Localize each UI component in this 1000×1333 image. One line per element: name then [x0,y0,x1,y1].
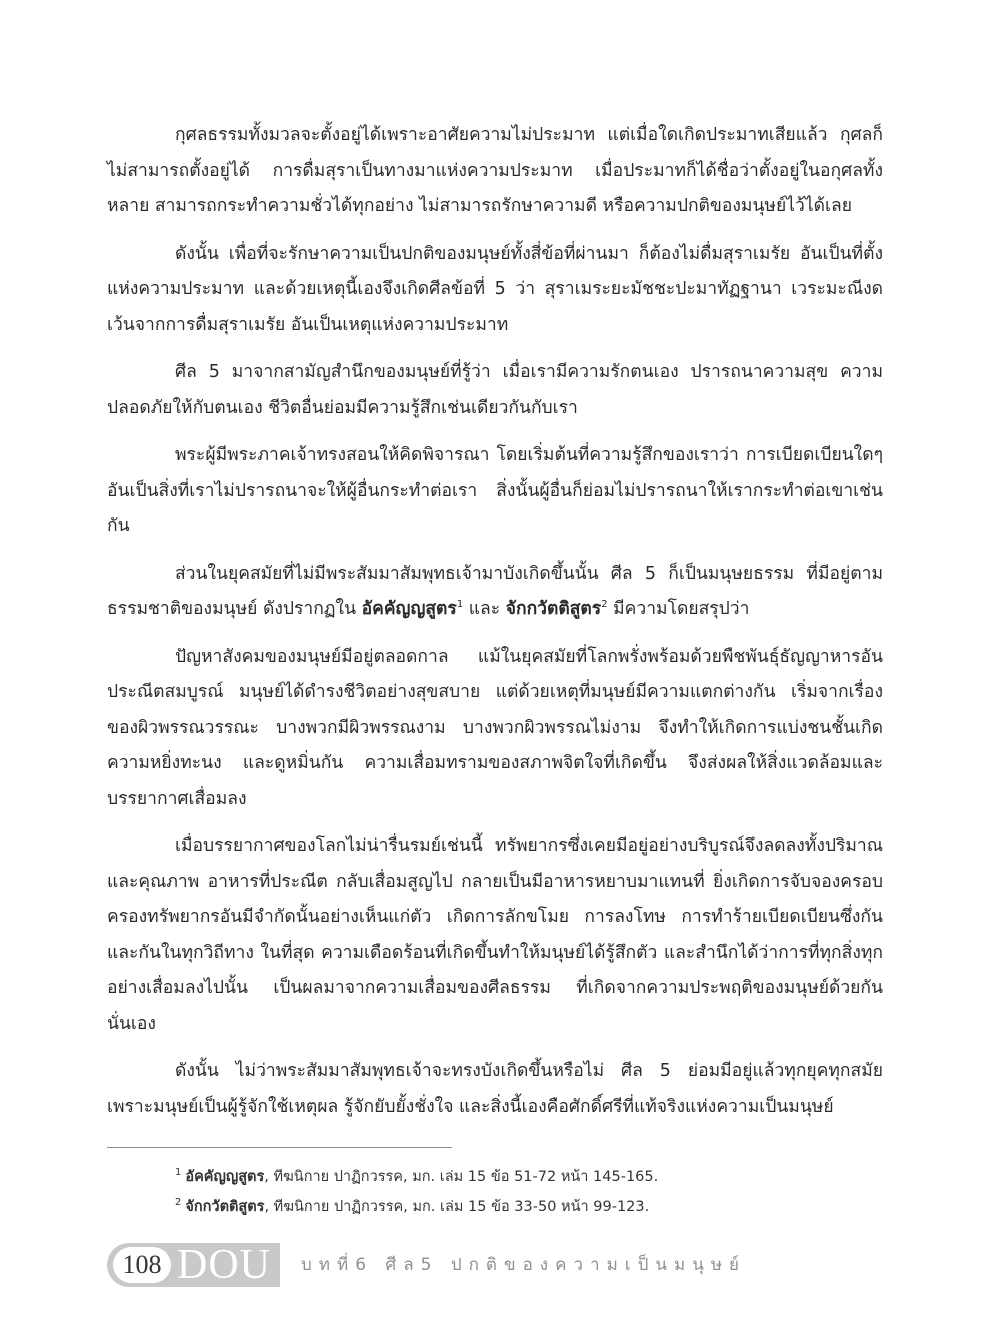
page-number: 108 [113,1247,171,1283]
paragraph: เมื่อบรรยากาศของโลกไม่น่ารื่นรมย์เช่นนี้ ทรัพยากรซึ่งเคยมีอยู่อย่างบริบูรณ์จึงลดลงทั้งปริมาณและคุณภาพ อาหารที่ประณีต กลับเสื่อมสูญไป กลายเป็นมีอาหารหยาบมาแทนที่ ยิ่งเกิดการจับจองครอบครองทรัพยากรอันมีจำกัดนั้นอย่างเห็นแก่ตัว เกิดการลักขโมย การลงโทษ การทำร้ายเบียดเบียนซึ่งกันและกันในทุกวิถีทาง ในที่สุด ความเดือดร้อนที่เกิดขึ้นทำให้มนุษย์ได้รู้สึกตัว และสำนึกได้ว่าการที่ทุกสิ่งทุกอย่างเสื่อมลงไปนั้น เป็นผลมาจากความเสื่อมของศีลธรรม ที่เกิดจากความประพฤติของมนุษย์ด้วยกันนั่นเอง [107,836,883,1034]
paragraph-with-references [107,557,883,628]
paragraph-text: ส่วนในยุคสมัยที่ไม่มีพระสัมมาสัมพุทธเจ้ามาบังเกิดขึ้นนั้น ศีล 5 ก็เป็นมนุษยธรรม ที่มีอยู่ตามธรรมชาติของมนุษย์ ดังปรากฏใน [107,563,883,619]
paragraph: ดังนั้น ไม่ว่าพระสัมมาสัมพุทธเจ้าจะทรงบังเกิดขึ้นหรือไม่ ศีล 5 ย่อมมีอยู่แล้วทุกยุคทุกสมัย เพราะมนุษย์เป็นผู้รู้จักใช้เหตุผล รู้จักยับยั้งชั่งใจ และสิ่งนี้เองคือศักดิ์ศรีที่แท้จริงแห่งความเป็นมนุษย์ [107,1061,883,1117]
footnote-text: , ทีฆนิกาย ปาฏิกวรรค, มก. เล่ม 15 ข้อ 33-50 หน้า 99-123. [264,1198,650,1215]
footnote-text: , ทีฆนิกาย ปาฏิกวรรค, มก. เล่ม 15 ข้อ 51-72 หน้า 145-165. [264,1168,659,1185]
paragraph: พระผู้มีพระภาคเจ้าทรงสอนให้คิดพิจารณา โดยเริ่มต้นที่ความรู้สึกของเราว่า การเบียดเบียนใดๆ อันเป็นสิ่งที่เราไม่ปรารถนาจะให้ผู้อื่นกระทำต่อเรา สิ่งนั้นผู้อื่นก็ย่อมไม่ปรารถนาให้เรากระทำต่อเขาเช่นกัน [107,445,883,536]
footnote-ref: 1 [456,599,464,611]
footnote-divider [107,1147,452,1148]
footer-badge [107,1243,280,1287]
footnote-number: 2 [175,1196,182,1208]
paragraph: ศีล 5 มาจากสามัญสำนึกของมนุษย์ที่รู้ว่า เมื่อเรามีความรักตนเอง ปรารถนาความสุข ความปลอดภัยให้กับตนเอง ชีวิตอื่นย่อมมีความรู้สึกเช่นเดียวกันกับเรา [107,362,883,418]
footnote-number: 1 [175,1167,182,1178]
footnotes [175,1160,875,1220]
sutta-title: อัคคัญญสูตร [361,599,457,619]
sutta-title: จักกวัตติสูตร [505,599,602,619]
footnote [175,1160,875,1190]
footnote [175,1190,875,1220]
page-footer [107,1243,937,1289]
paragraph: กุศลธรรมทั้งมวลจะตั้งอยู่ได้เพราะอาศัยความไม่ประมาท แต่เมื่อใดเกิดประมาทเสียแล้ว กุศลก็ไม่สามารถตั้งอยู่ได้ การดื่มสุราเป็นทางมาแห่งความประมาท เมื่อประมาทก็ได้ชื่อว่าตั้งอยู่ในอกุศลทั้งหลาย สามารถกระทำความชั่วได้ทุกอย่าง ไม่สามารถรักษาความดี หรือความปกติของมนุษย์ไว้ได้เลย [107,125,883,216]
footnote-title: จักกวัตติสูตร [185,1198,265,1215]
chapter-title: บทที่6 ศีล5 ปกติของความเป็นมนุษย์ [301,1255,746,1275]
footnote-title: อัคคัญญสูตร [185,1168,265,1185]
paragraph-text: และ [463,599,506,619]
paragraph: ปัญหาสังคมของมนุษย์มีอยู่ตลอดกาล แม้ในยุคสมัยที่โลกพรั่งพร้อมด้วยพืชพันธุ์ธัญญาหารอันประณีตสมบูรณ์ มนุษย์ได้ดำรงชีวิตอย่างสุขสบาย แต่ด้วยเหตุที่มนุษย์มีความแตกต่างกัน เริ่มจากเรื่องของผิวพรรณวรรณะ บางพวกมีผิวพรรณงาม บางพวกผิวพรรณไม่งาม จึงทำให้เกิดการแบ่งชนชั้นเกิดความหยิ่งทะนง และดูหมิ่นกัน ความเสื่อมทรามของสภาพจิตใจที่เกิดขึ้น จึงส่งผลให้สิ่งแวดล้อมและบรรยากาศเสื่อมลง [107,646,883,809]
paragraph: ดังนั้น เพื่อที่จะรักษาความเป็นปกติของมนุษย์ทั้งสี่ข้อที่ผ่านมา ก็ต้องไม่ดื่มสุราเมรัย อันเป็นที่ตั้งแห่งความประมาท และด้วยเหตุนี้เองจึงเกิดศีลข้อที่ 5 ว่า สุราเมระยะมัชชะปะมาทัฏฐานา เวระมะณีงดเว้นจากการดื่มสุราเมรัย อันเป็นเหตุแห่งความประมาท [107,243,883,335]
footnote-ref: 2 [601,599,608,611]
paragraph-text: มีความโดยสรุปว่า [607,599,750,619]
brand-logo: DOU [177,1242,271,1288]
body-text [107,118,883,1137]
